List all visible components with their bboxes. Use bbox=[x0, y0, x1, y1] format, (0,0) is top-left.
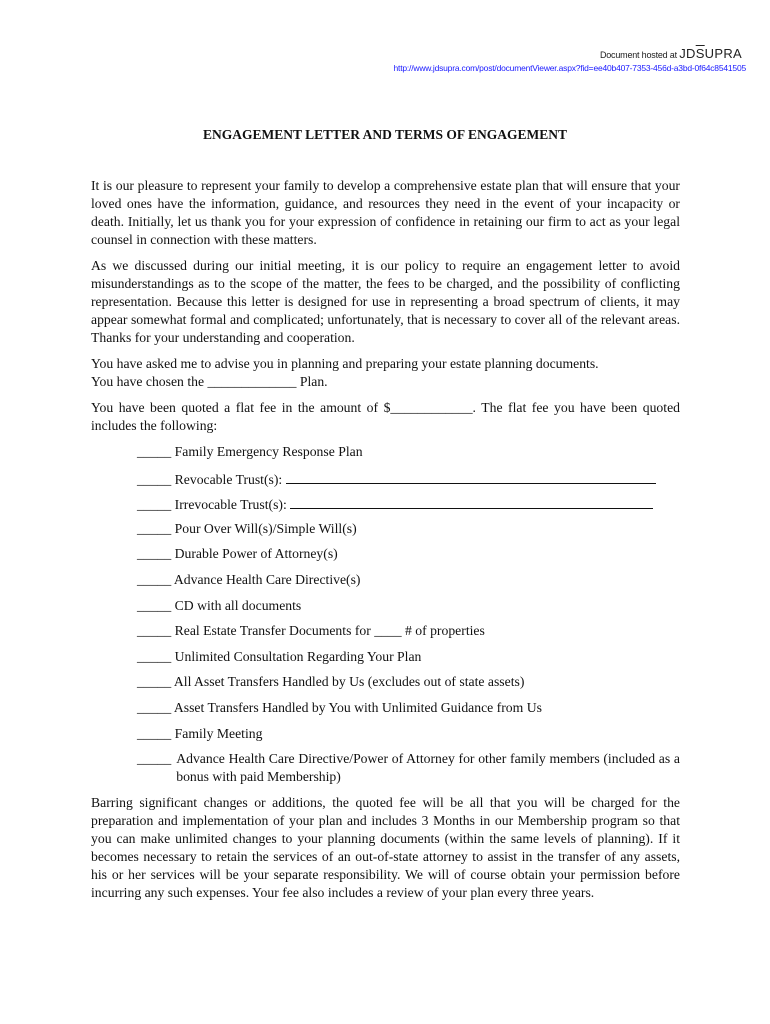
fee-paragraph: You have been quoted a flat fee in the amount of $____________. The flat fee you have been quoted includes the following: bbox=[91, 400, 680, 433]
policy-paragraph: As we discussed during our initial meeting, it is our policy to require an engagement letter to avoid misunderstandings as to the scope of the matter, the fees to be charged, and the possibility of conflicting representation. Because this letter is designed for use in representing a broad spectrum of clients, it may appear somewhat formal and complicated; unfortunately, that is necessary to cover all of the relevant areas. Thanks for your understanding and cooperation. bbox=[91, 258, 680, 345]
chosen-plan-sentence: You have chosen the _____________ Plan. bbox=[91, 374, 328, 389]
revocable-trust-fill-line bbox=[286, 469, 656, 484]
list-item: _____ Irrevocable Trust(s): bbox=[137, 494, 680, 520]
plan-paragraph bbox=[91, 355, 680, 391]
list-item: _____ Asset Transfers Handled by You with Unlimited Guidance from Us bbox=[137, 699, 542, 715]
list-item: _____ Family Emergency Response Plan bbox=[137, 444, 363, 459]
included-services-list bbox=[137, 443, 680, 786]
list-item: _____ Revocable Trust(s): bbox=[137, 469, 680, 495]
irrevocable-trust-fill-line bbox=[290, 494, 653, 509]
document-url-link[interactable]: http://www.jdsupra.com/post/documentViewer.aspx?fid=ee40b407-7353-456d-a3bd-0f64c8541505 bbox=[393, 63, 746, 73]
list-item: _____ Unlimited Consultation Regarding Your Plan bbox=[137, 648, 422, 664]
list-item: _____ Family Meeting bbox=[137, 725, 263, 741]
list-item: _____ Durable Power of Attorney(s) bbox=[137, 546, 338, 562]
list-item: _____ Advance Health Care Directive/Power of Attorney for other family members (included as a bonus with paid Membership) bbox=[137, 751, 680, 785]
hosted-at-banner bbox=[600, 46, 742, 61]
fee-terms-paragraph: Barring significant changes or additions, the quoted fee will be all that you will be charged for the preparation and implementation of your plan and includes 3 Months in our Membership program so that you can make unlimited changes to your planning documents (within the same levels of planning). If it becomes necessary to retain the services of an out-of-state attorney to assist in the transfer of any assets, his or her services will be your separate responsibility. We will of course obtain your permission before incurring any such expenses. Your fee also includes a review of your plan every three years. bbox=[91, 795, 680, 901]
intro-paragraph: It is our pleasure to represent your family to develop a comprehensive estate plan that will ensure that your loved ones have the information, guidance, and resources they need in the event of your incapacity or death. Initially, let us thank you for your expression of confidence in retaining our firm to act as your legal counsel in connection with these matters. bbox=[91, 178, 680, 247]
list-item: _____ All Asset Transfers Handled by Us (excludes out of state assets) bbox=[137, 674, 525, 690]
jdsupra-logo: $JD\overline{S}UPRA$ bbox=[679, 46, 742, 61]
hosted-prefix: Document hosted at bbox=[599, 50, 680, 60]
advise-sentence: You have asked me to advise you in planning and preparing your estate planning documents. bbox=[91, 356, 599, 371]
document-title: ENGAGEMENT LETTER AND TERMS OF ENGAGEMENT bbox=[203, 127, 567, 142]
letter-body bbox=[91, 177, 680, 910]
list-item: _____ Pour Over Will(s)/Simple Will(s) bbox=[137, 520, 357, 536]
list-item: _____ CD with all documents bbox=[137, 597, 302, 613]
list-item: _____ Real Estate Transfer Documents for ____ # of properties bbox=[137, 623, 485, 639]
list-item: _____ Advance Health Care Directive(s) bbox=[137, 571, 361, 587]
